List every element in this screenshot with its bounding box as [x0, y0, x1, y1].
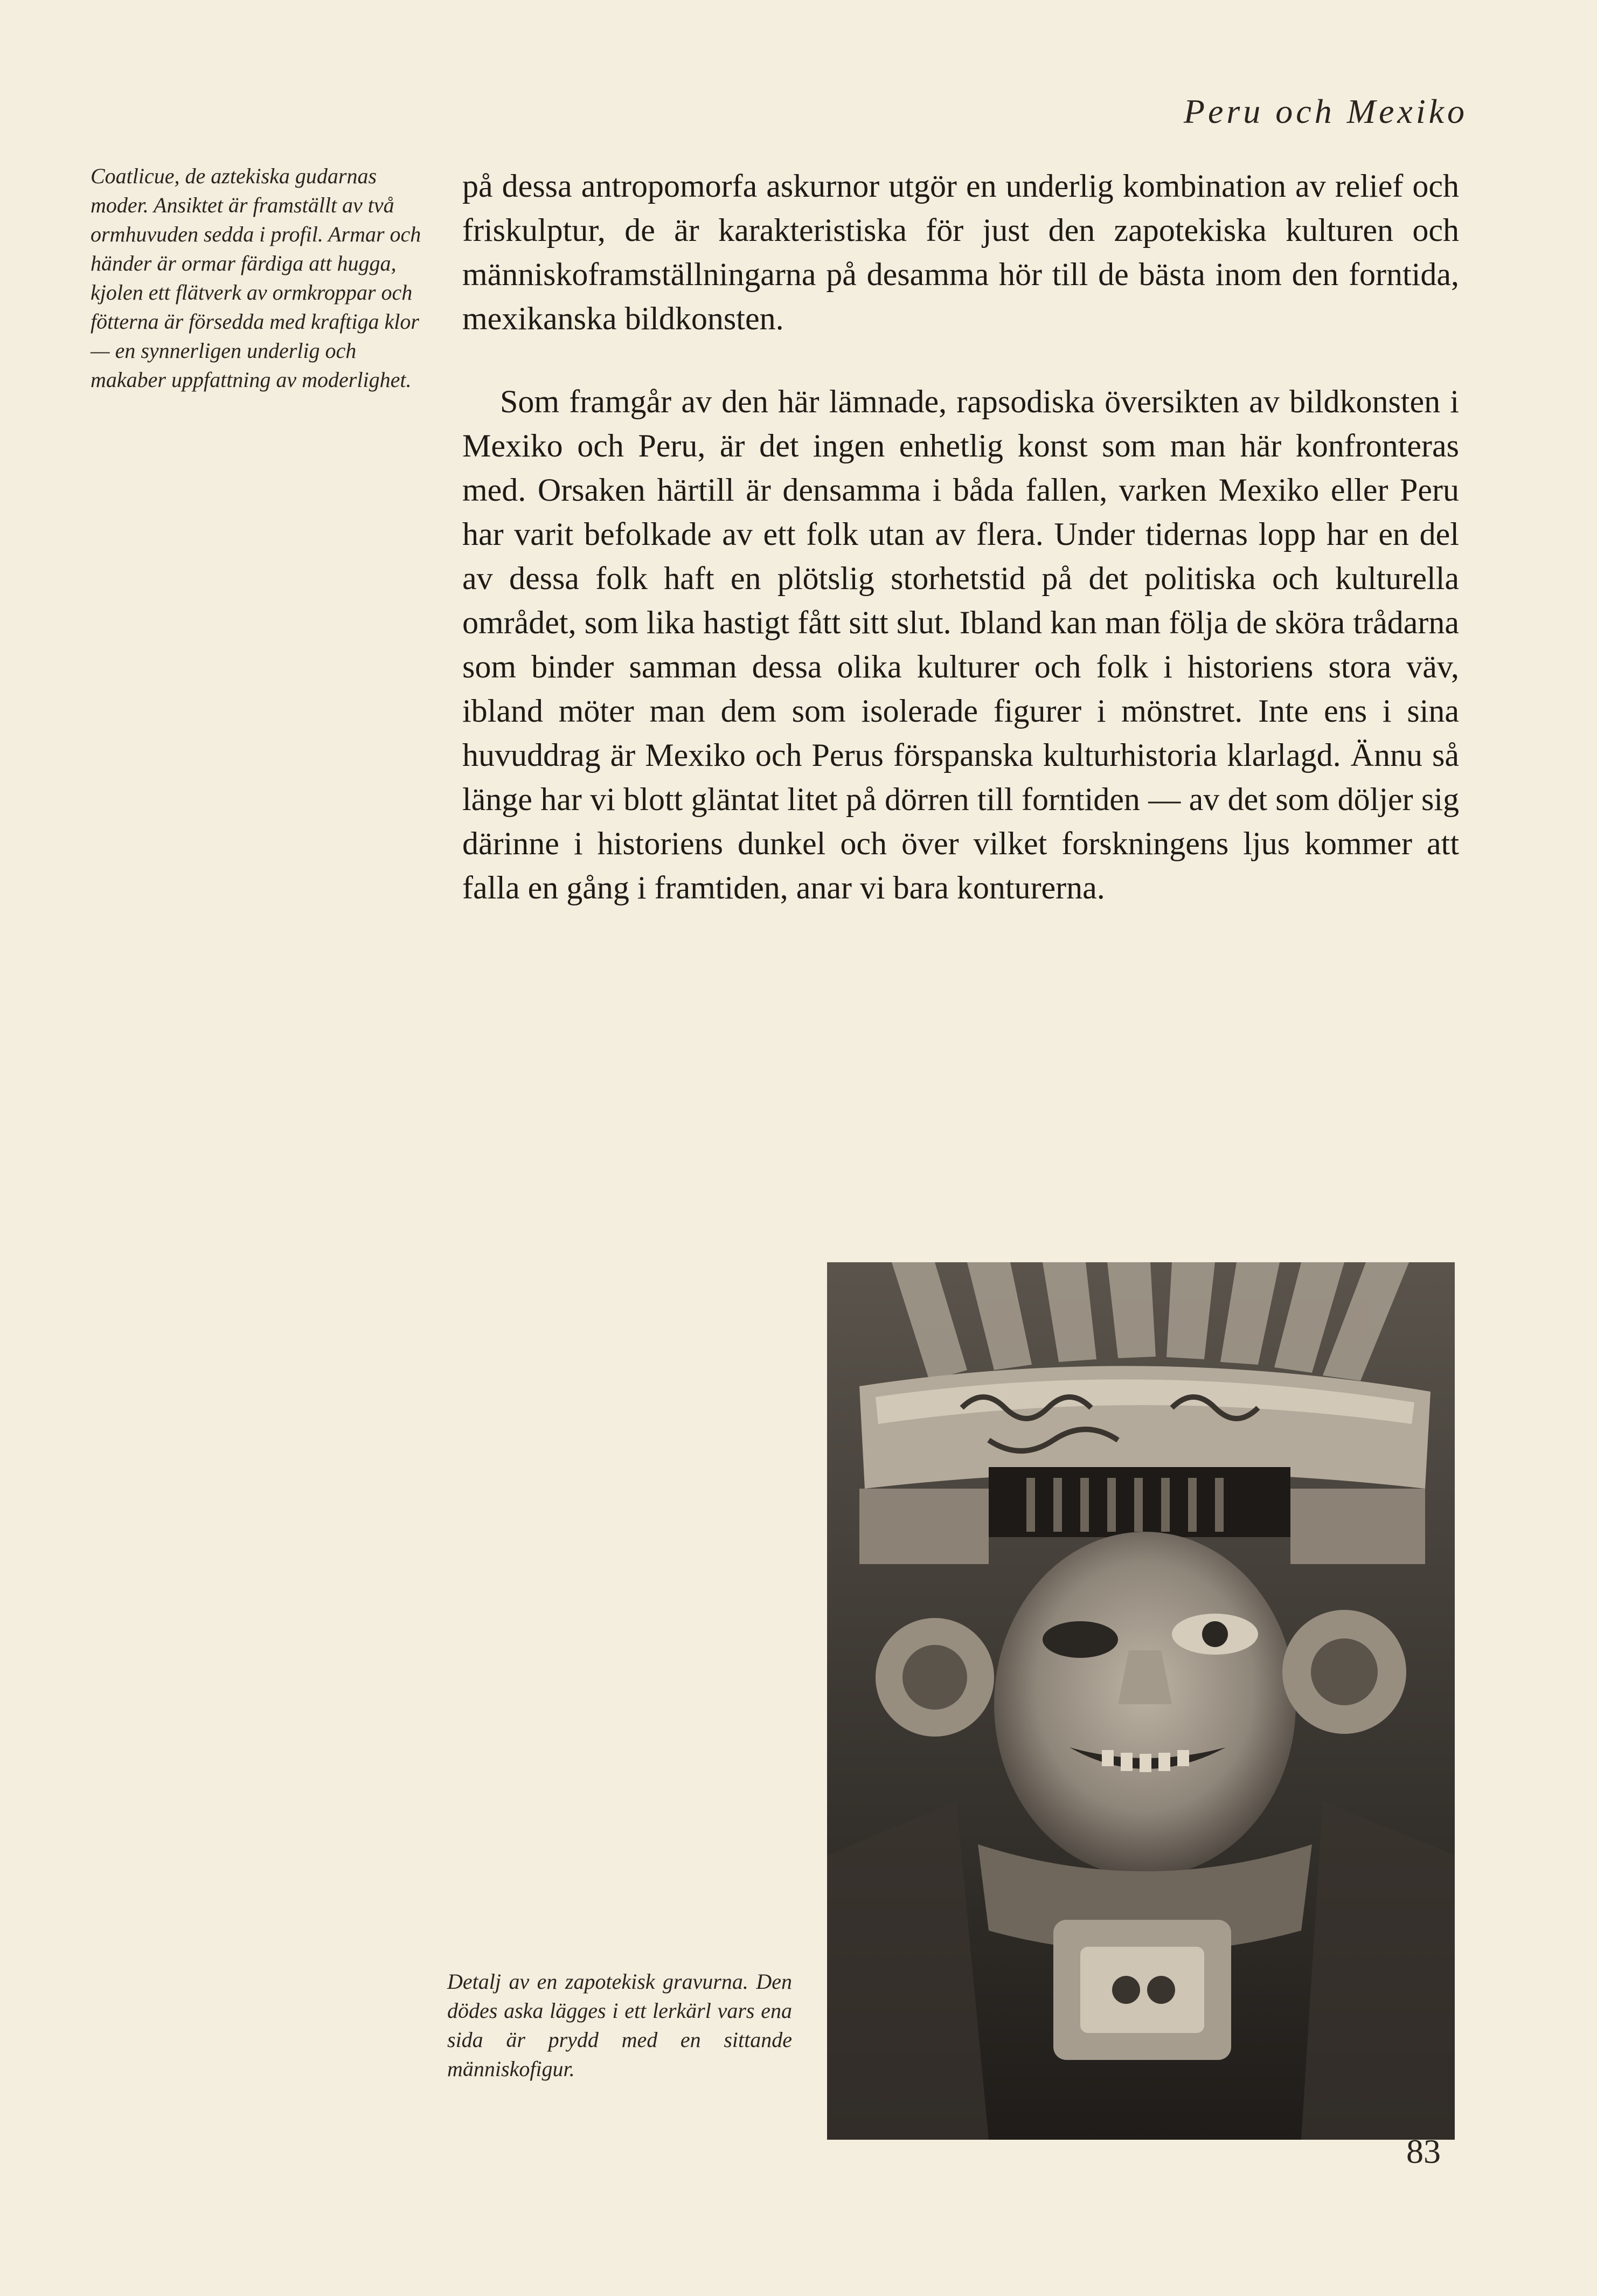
side-caption-text: Coatlicue, de aztekiska gudarnas moder. Ansiktet är framställt av två ormhuvuden sedda i profil. Armar och händer är ormar färdiga att hugga, kjolen ett flätverk av ormkroppar och fötterna är försedda med kraftiga klor — en synnerligen underlig och makaber uppfattning av moderlighet.	[91, 164, 421, 392]
body-text	[462, 164, 1459, 949]
body-paragraph: Som framgår av den här lämnade, rapsodiska översikten av bildkonsten i Mexiko och Peru, är det ingen enhetlig konst som man här konfronteras med. Orsaken härtill är densamma i båda fallen, varken Mexiko eller Peru har varit befolkade av ett folk utan av flera. Under tidernas lopp har en del av dessa folk haft en plötslig storhetstid på det politiska och kulturella området, som lika hastigt fått sitt slut. Ibland kan man följa de sköra trådarna som binder samman dessa olika kulturer och folk i historiens stora väv, ibland möter man dem som isolerade figurer i mönstret. Inte ens i sina huvuddrag är Mexiko och Perus förspanska kulturhistoria klarlagd. Ännu så länge har vi blott gläntat litet på dörren till forntiden — av det som döljer sig därinne i historiens dunkel och över vilket forskningens ljus kommer att falla en gång i framtiden, anar vi bara konturerna.	[462, 384, 1459, 905]
zapotec-urn-figure-image	[827, 1262, 1455, 2140]
photo-caption-text: Detalj av en zapotekisk gravurna. Den dödes aska lägges i ett lerkärl vars ena sida är prydd med en sittande människofigur.	[447, 1969, 792, 2081]
photo-caption	[447, 1967, 792, 2084]
body-paragraph: på dessa antropomorfa askurnor utgör en underlig kombination av relief och friskulptur, de är karakteristiska för just den zapotekiska kulturen och människoframställningarna på desamma hör till de bästa inom den forntida, mexikanska bildkonsten.	[462, 168, 1459, 336]
side-caption	[91, 162, 435, 395]
running-header: Peru och Mexiko	[1183, 92, 1468, 130]
zapotec-urn-photo	[827, 1262, 1455, 2140]
page-number: 83	[1406, 2132, 1441, 2170]
